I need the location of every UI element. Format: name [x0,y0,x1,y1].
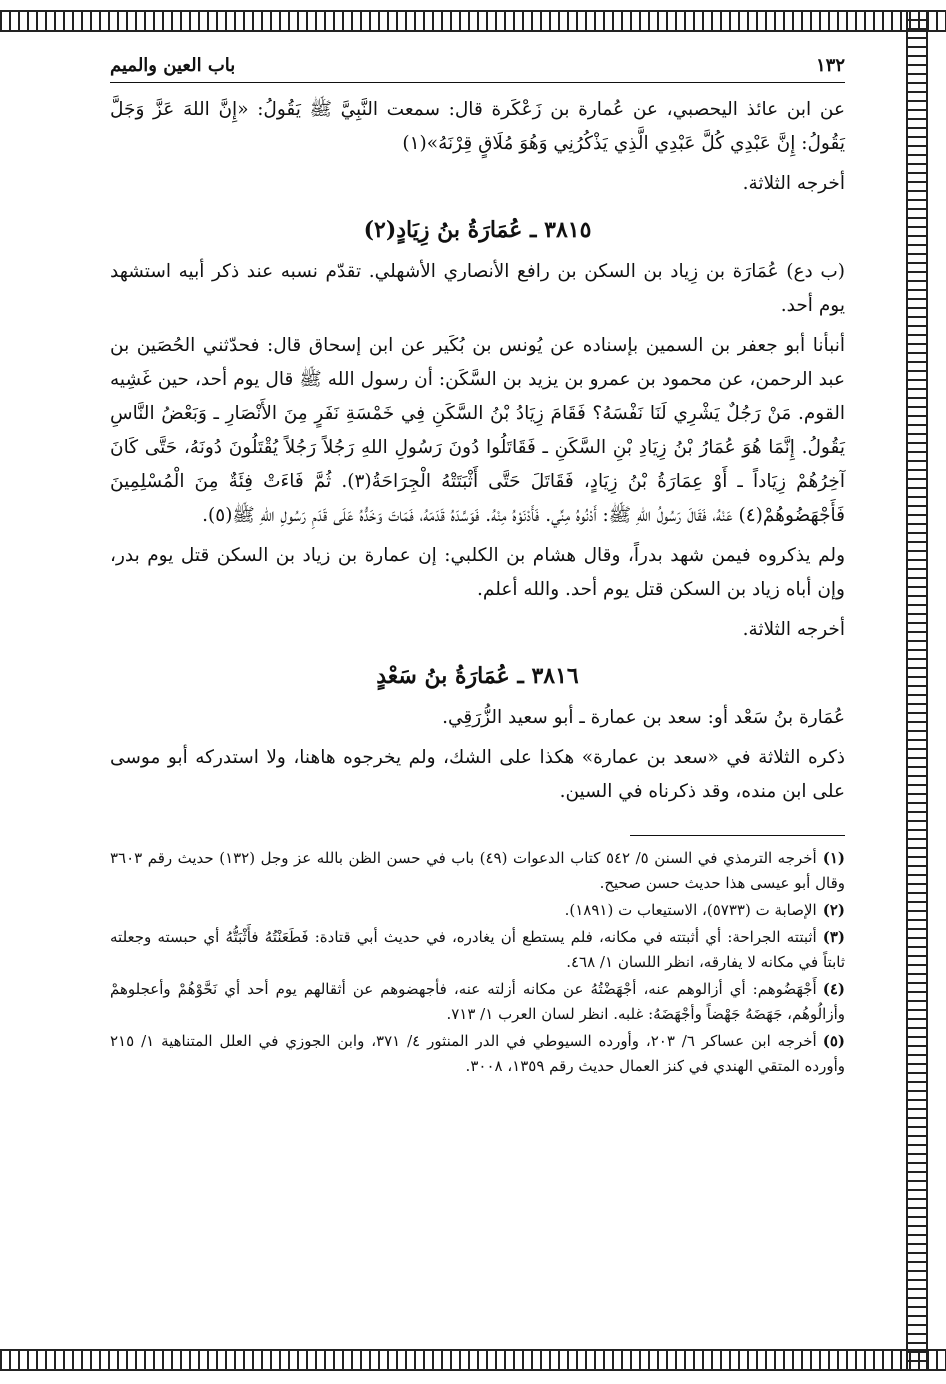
paragraph-entry-note: ذكره الثلاثة في «سعد بن عمارة» هكذا على الشك، ولم يخرجوه هاهنا، ولا استدركه أبو موسى على ابن منده، وقد ذكرناه في السين. [110,747,845,802]
paragraph-entry-name: عُمَارة بنُ سَعْد أو: سعد بن عمارة ـ أبو سعيد الزُّرَقِي. [442,707,845,728]
page-number: ١٣٢ [815,55,845,76]
paragraph-commentary: ولم يذكروه فيمن شهد بدراً، وقال هشام بن الكلبي: إن عمارة بن زياد بن السكن قتل يوم بدر، وإن أباه زياد بن السكن قتل يوم أحد. والله أعلم. [110,545,845,600]
paragraph-takhrij-2: أخرجه الثلاثة. [742,619,845,640]
paragraph-entry-intro: (ب دع) عُمَارَة بن زِياد بن السكن بن رافع الأنصاري الأشهلي. تقدّم نسبه عند ذكر أبيه استشهد يوم أحد. [110,261,845,316]
paragraph-hadith-1: عن ابن عائذ اليحصبي، عن عُمارة بن زَعْكَرة قال: سمعت النَّبِيَّ ﷺ يَقُولُ: «إِنَّ اللهَ عَزَّ وَجَلَّ يَقُولُ: إِنَّ عَبْدِي كُلَّ عَبْدِي الَّذِي يَذْكُرُنِي وَهُوَ مُلَاقٍ قِرْنَهُ»(١) [110,99,845,154]
paragraph-takhrij-1: أخرجه الثلاثة. [742,173,845,194]
text-area [110,55,845,1081]
ornamental-border-top [0,10,946,32]
running-head [110,55,845,83]
footnote-1: (١)أخرجه الترمذي في السنن ٥/ ٥٤٢ كتاب الدعوات (٤٩) باب في حسن الظن بالله عز وجل (١٣٢) حديث رقم ٣٦٠٣ وقال أبو عيسى هذا حديث حسن صحيح. [110,849,845,892]
chapter-title: باب العين والميم [110,55,236,76]
entry-heading-3815: ٣٨١٥ ـ عُمَارَةُ بنُ زِيَادٍ(٢) [363,217,592,243]
footnote-separator [630,835,845,836]
paragraph-isnad: أنبأنا أبو جعفر بن السمين بإسناده عن يُونس بن بُكَير عن ابن إسحاق قال: فحدّثني الحُصَين بن عبد الرحمن، عن محمود بن عمرو بن يزيد بن السَّكَن: أن رسول الله ﷺ قال يوم أحد، حين غَشِيه القوم. مَنْ رَجُلٌ يَشْرِي لَنَا نَفْسَهُ؟ فَقَامَ زِيَادُ بْنُ السَّكَنِ فِي خَمْسَةِ نَفَرٍ مِنَ الأَنْصَارِ ـ وَبَعْضُ النَّاسِ يَقُولُ. إِنَّمَا هُوَ عُمَارُ بْنُ زِيَادِ بْنِ السَّكَنِ ـ فَقَاتَلُوا دُونَ رَسُولِ اللهِ رَجُلاً رَجُلاً يُقْتَلُونَ دُونَهُ، حَتَّى كَانَ آخِرُهُمْ زِيَاداً ـ أَوْ عِمَارَةُ بْنُ زِيَادٍ، فَقَاتَلَ حَتَّى أَثْبَتَتْهُ الْجِرَاحَةُ(٣). ثُمَّ فَاءَتْ فِئَةٌ مِنَ الْمُسْلِمِينَ فَأَجْهَضُوهُمْ(٤) عَنْهُ، فَقَالَ رَسُولُ اللهِ ﷺ: أَدْنُوهُ مِنِّي. فَأَدْنَوْهُ مِنْهُ. فَوَسَّدَهُ قَدَمَهُ، فَمَاتَ وَخَدُّهُ عَلَى قَدَمِ رَسُولِ اللهِ ﷺ(٥). [110,335,846,526]
footnote-4: (٤)أَجْهَضُوهم: أي أزالوهم عنه، أجْهَضْتُهُ عن مكانه أزلته عنه، فأجهضوهم عن أثقالهم يوم أحد أي نَحَّوْهُمْ وأعجلوهمْ وأزالُوهُم، جَهَضَهُ جَهْضاً وأجْهَضَهُ: غلبه. انظر لسان العرب ١/ ٧١٣. [110,980,845,1023]
footnote-2: (٢)الإصابة ت (٥٧٣٣)، الاستيعاب ت (١٨٩١). [564,901,845,919]
ornamental-border-bottom [0,1349,946,1371]
footnote-3: (٣)أثبتته الجراحة: أي أثبتته في مكانه، فلم يستطع أن يغادره، في حديث أبي قتادة: فَطَعَنْتُهُ فأَثْبَتُّهُ أي حبسته وجعلته ثابتاً في مكانه لا يفارقه، انظر اللسان ١/ ٤٦٨. [110,928,845,971]
ornamental-border-right [906,10,928,1371]
footnote-5: (٥)أخرجه ابن عساكر ٦/ ٢٠٣، وأورده السيوطي في الدر المنثور ٤/ ٣٧١، وابن الجوزي في العلل المتناهية ١/ ٢١٥ وأورده المتقي الهندي في كنز العمال حديث رقم ١٣٥٩، ٣٠٠٨. [110,1032,845,1075]
entry-heading-3816: ٣٨١٦ ـ عُمَارَةُ بنُ سَعْدٍ [376,663,579,689]
